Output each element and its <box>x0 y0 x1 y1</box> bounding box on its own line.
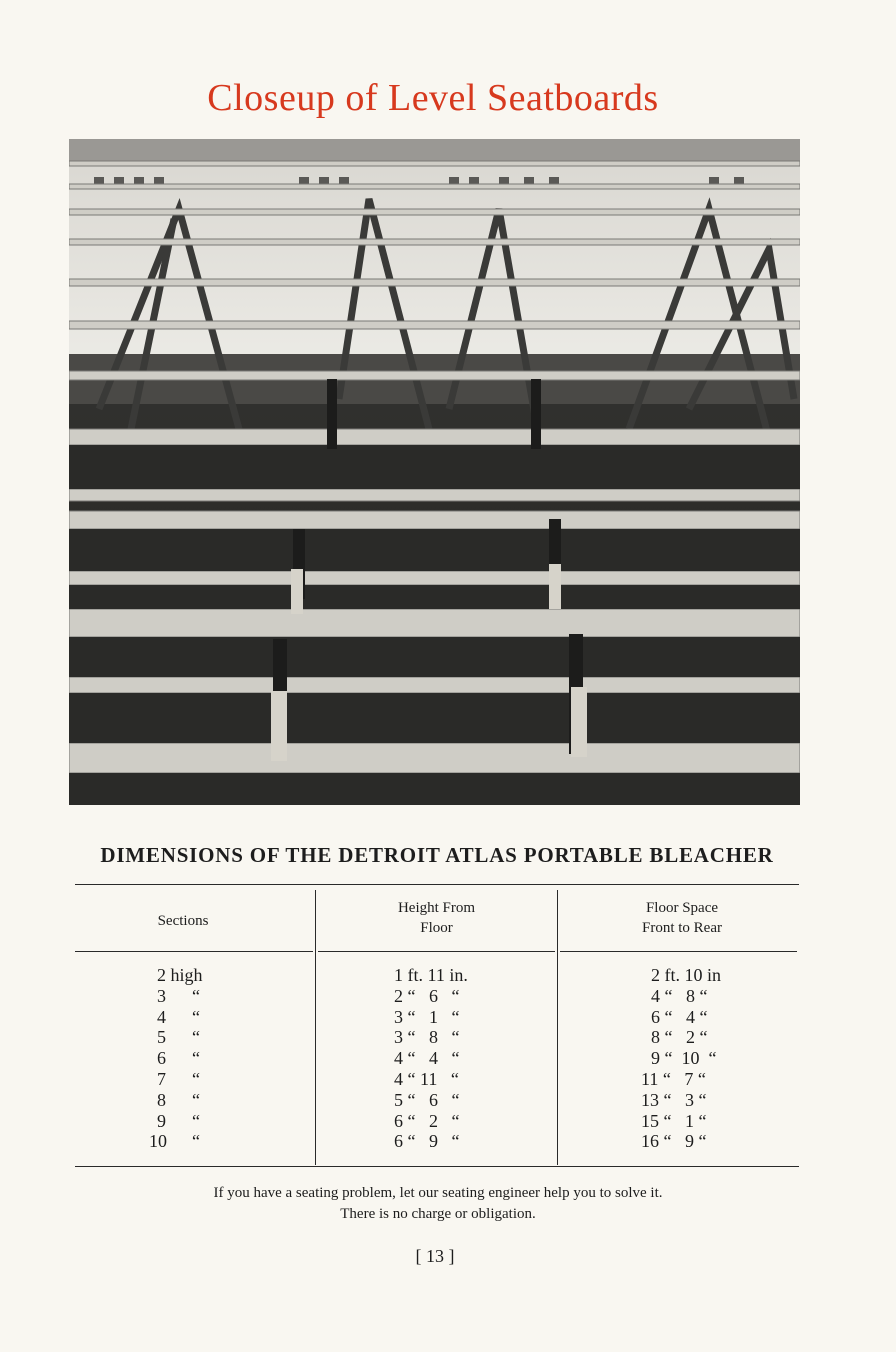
ditto-mark: “ <box>192 1068 200 1089</box>
page-title: Closeup of Level Seatboards <box>207 77 659 119</box>
ditto-mark: “ <box>192 1110 200 1131</box>
footnote <box>0 1183 876 1225</box>
column-header-height-line1: Height From <box>397 900 476 916</box>
floor-space-cell: 4 “ 8 “ <box>651 985 708 1006</box>
column-header-floor-line1: Floor Space <box>645 900 719 916</box>
table-bottom-rule <box>75 1166 799 1167</box>
table-row <box>0 1090 896 1111</box>
column-header-sections-text: Sections <box>157 913 209 929</box>
height-cell: 4 “ 4 “ <box>394 1048 460 1069</box>
floor-space-cell: 9 “ 10 “ <box>651 1048 717 1069</box>
ditto-mark: “ <box>192 1048 200 1069</box>
table-row <box>0 965 896 986</box>
ditto-mark: “ <box>192 1131 200 1152</box>
sections-cell: 6 <box>157 1048 166 1069</box>
bleacher-photo-graphic <box>69 139 800 805</box>
height-cell: 1 ft. 11 in. <box>394 965 468 985</box>
ditto-mark: “ <box>192 985 200 1006</box>
table-body <box>0 965 896 1152</box>
floor-space-cell: 15 “ 1 “ <box>641 1110 707 1131</box>
table-row <box>0 1069 896 1090</box>
sections-cell: 5 <box>157 1027 166 1048</box>
height-cell: 2 “ 6 “ <box>394 985 460 1006</box>
floor-space-cell: 2 ft. 10 in <box>651 965 721 985</box>
ditto-mark: “ <box>192 1006 200 1027</box>
floor-space-cell: 6 “ 4 “ <box>651 1006 708 1027</box>
table-heading: DIMENSIONS OF THE DETROIT ATLAS PORTABLE BLEACHER <box>100 843 774 867</box>
page-number: [ 13 ] <box>415 1246 455 1266</box>
column-header-floor <box>560 898 804 938</box>
sections-cell: 9 <box>157 1110 166 1131</box>
height-cell: 5 “ 6 “ <box>394 1089 460 1110</box>
column-header-sections <box>75 911 291 931</box>
table-row <box>0 1027 896 1048</box>
sections-cell: 7 <box>157 1068 166 1089</box>
footnote-line-2: There is no charge or obligation. <box>340 1206 536 1222</box>
sections-cell: 10 <box>149 1131 167 1152</box>
floor-space-cell: 13 “ 3 “ <box>641 1089 707 1110</box>
footnote-line-1: If you have a seating problem, let our seating engineer help you to solve it. <box>213 1185 663 1201</box>
height-cell: 6 “ 2 “ <box>394 1110 460 1131</box>
floor-space-cell: 16 “ 9 “ <box>641 1131 707 1152</box>
table-top-rule <box>75 884 799 885</box>
table-row <box>0 1131 896 1152</box>
sections-cell: 8 <box>157 1089 166 1110</box>
floor-space-cell: 8 “ 2 “ <box>651 1027 708 1048</box>
height-cell: 4 “ 11 “ <box>394 1068 459 1089</box>
ditto-mark: “ <box>192 1089 200 1110</box>
floor-space-cell: 11 “ 7 “ <box>641 1068 706 1089</box>
height-cell: 3 “ 8 “ <box>394 1027 460 1048</box>
height-cell: 3 “ 1 “ <box>394 1006 460 1027</box>
column-header-floor-line2: Front to Rear <box>642 920 722 936</box>
column-header-height-line2: Floor <box>420 920 453 936</box>
sections-cell: 3 <box>157 985 166 1006</box>
table-row <box>0 1111 896 1132</box>
table-row <box>0 1048 896 1069</box>
table-row <box>0 1007 896 1028</box>
table-row <box>0 986 896 1007</box>
height-cell: 6 “ 9 “ <box>394 1131 460 1152</box>
ditto-mark: “ <box>192 1027 200 1048</box>
header-rule-3 <box>560 951 797 952</box>
header-rule-1 <box>75 951 313 952</box>
bleacher-photo <box>69 139 800 805</box>
header-rule-2 <box>318 951 555 952</box>
sections-cell: 4 <box>157 1006 166 1027</box>
sections-cell: 2 high <box>157 965 203 985</box>
column-header-height <box>318 898 555 938</box>
